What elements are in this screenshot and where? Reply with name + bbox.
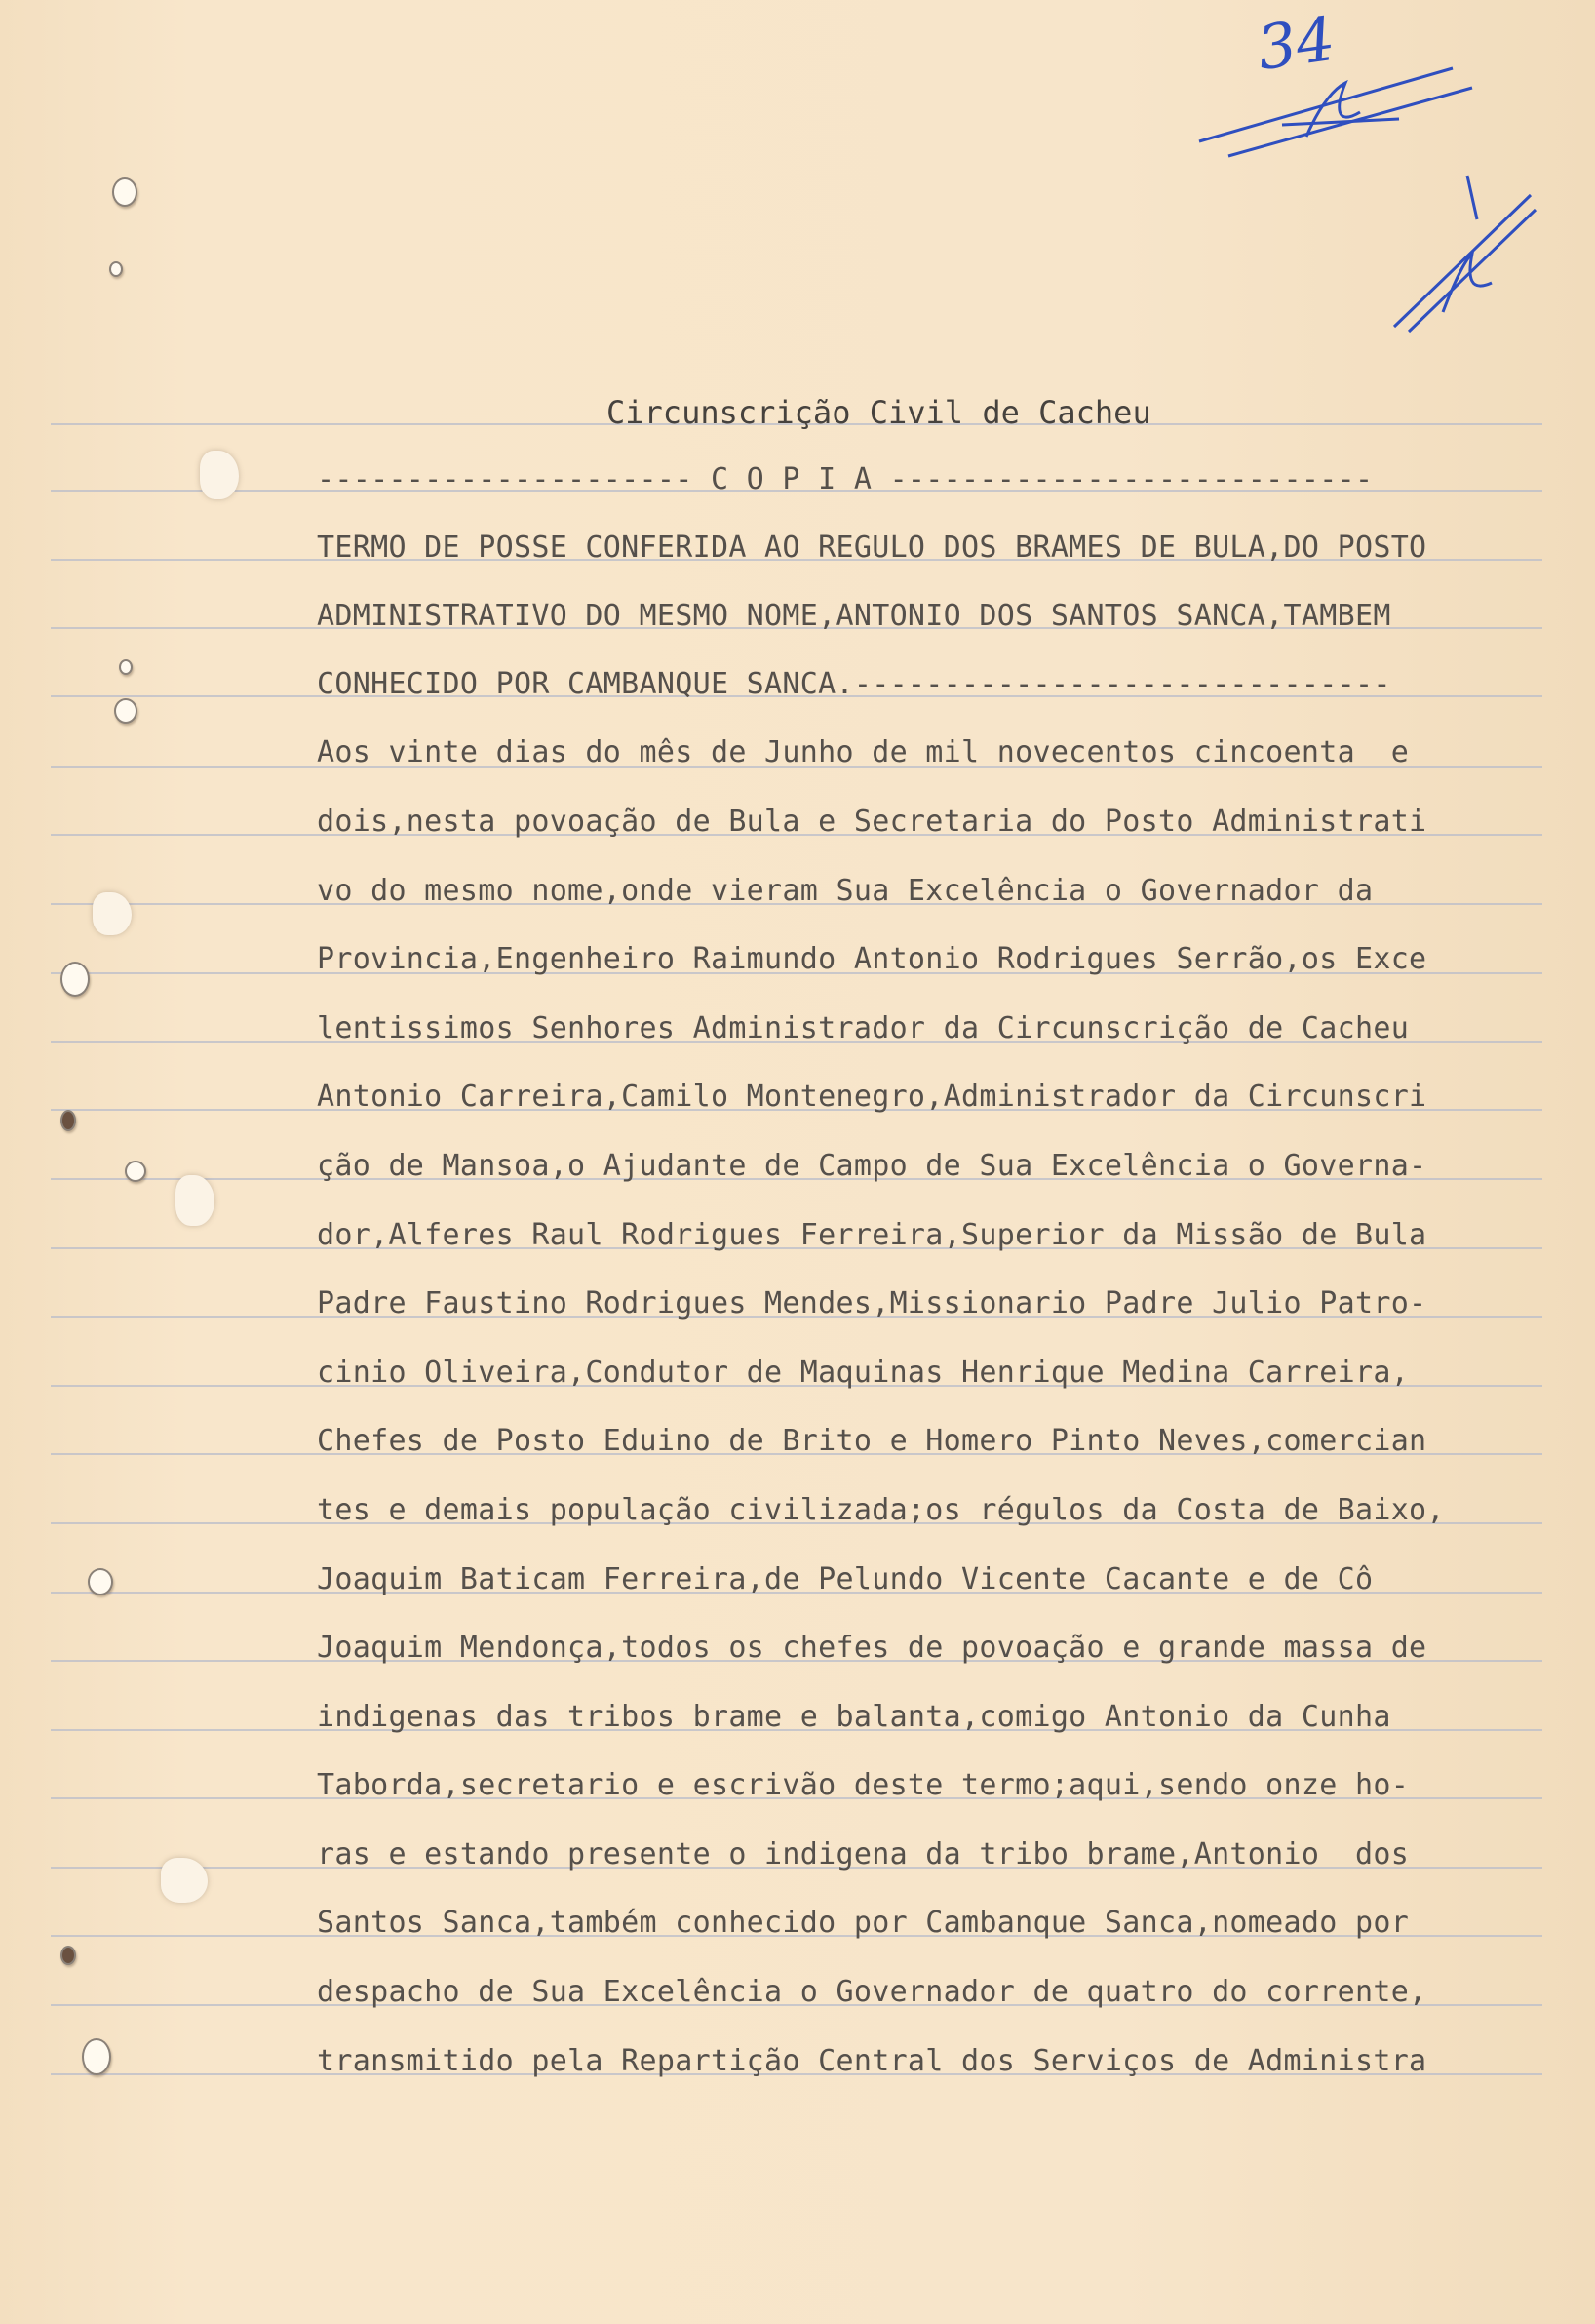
text-line: dois,nesta povoação de Bula e Secretaria do Posto Administrati bbox=[317, 805, 1427, 839]
text-line: dor,Alferes Raul Rodrigues Ferreira,Superior da Missão de Bula bbox=[317, 1218, 1427, 1252]
text-line: Joaquim Baticam Ferreira,de Pelundo Vicente Cacante e de Cô bbox=[317, 1562, 1374, 1596]
text-line: ção de Mansoa,o Ajudante de Campo de Sua Excelência o Governa- bbox=[317, 1149, 1427, 1183]
paper-tear bbox=[175, 1175, 214, 1226]
binding-hole bbox=[60, 1110, 76, 1131]
text-line: TERMO DE POSSE CONFERIDA AO REGULO DOS BRAMES DE BULA,DO POSTO bbox=[317, 531, 1427, 565]
handwritten-page-number: 34 bbox=[1253, 2, 1340, 85]
copy-header-line: --------------------- C O P I A --------------------------- bbox=[317, 462, 1374, 496]
text-line: Taborda,secretario e escrivão deste termo;aqui,sendo onze ho- bbox=[317, 1768, 1410, 1802]
text-line: indigenas das tribos brame e balanta,comigo Antonio da Cunha bbox=[317, 1700, 1391, 1734]
paper-tear bbox=[161, 1858, 208, 1903]
binding-hole bbox=[60, 1946, 76, 1965]
text-line: ras e estando presente o indigena da tribo brame,Antonio dos bbox=[317, 1837, 1410, 1871]
text-line: CONHECIDO POR CAMBANQUE SANCA.------------------------------ bbox=[317, 667, 1391, 701]
paper-tear bbox=[93, 892, 132, 935]
text-line: cinio Oliveira,Condutor de Maquinas Henrique Medina Carreira, bbox=[317, 1356, 1410, 1390]
binding-hole bbox=[82, 2038, 111, 2075]
paper-tear bbox=[200, 451, 239, 499]
text-line: tes e demais população civilizada;os régulos da Costa de Baixo, bbox=[317, 1493, 1445, 1527]
binding-hole bbox=[125, 1161, 146, 1182]
text-line: lentissimos Senhores Administrador da Circunscrição de Cacheu bbox=[317, 1011, 1410, 1045]
binding-hole bbox=[119, 659, 133, 675]
text-line: Antonio Carreira,Camilo Montenegro,Administrador da Circunscri bbox=[317, 1080, 1427, 1114]
text-line: transmitido pela Repartição Central dos Serviços de Administra bbox=[317, 2044, 1427, 2078]
binding-hole bbox=[60, 962, 90, 997]
text-line: Santos Sanca,também conhecido por Cambanque Sanca,nomeado por bbox=[317, 1906, 1410, 1940]
pen-fraction-mark-icon bbox=[1375, 166, 1550, 341]
text-line: Joaquim Mendonça,todos os chefes de povoação e grande massa de bbox=[317, 1631, 1427, 1665]
text-line: Provincia,Engenheiro Raimundo Antonio Rodrigues Serrão,os Exce bbox=[317, 942, 1427, 976]
document-title: Circunscrição Civil de Cacheu bbox=[606, 394, 1151, 431]
binding-hole bbox=[114, 698, 137, 724]
pen-stroke-marks-icon bbox=[1189, 49, 1482, 166]
text-line: ADMINISTRATIVO DO MESMO NOME,ANTONIO DOS SANTOS SANCA,TAMBEM bbox=[317, 599, 1391, 633]
binding-hole bbox=[112, 177, 137, 207]
text-line: Chefes de Posto Eduino de Brito e Homero Pinto Neves,comercian bbox=[317, 1424, 1427, 1458]
text-line: Aos vinte dias do mês de Junho de mil novecentos cincoenta e bbox=[317, 735, 1410, 769]
text-line: despacho de Sua Excelência o Governador de quatro do corrente, bbox=[317, 1975, 1427, 2009]
text-line: Padre Faustino Rodrigues Mendes,Missionario Padre Julio Patro- bbox=[317, 1286, 1427, 1320]
binding-hole bbox=[88, 1568, 113, 1595]
binding-hole bbox=[109, 261, 123, 277]
text-line: vo do mesmo nome,onde vieram Sua Excelência o Governador da bbox=[317, 874, 1374, 908]
